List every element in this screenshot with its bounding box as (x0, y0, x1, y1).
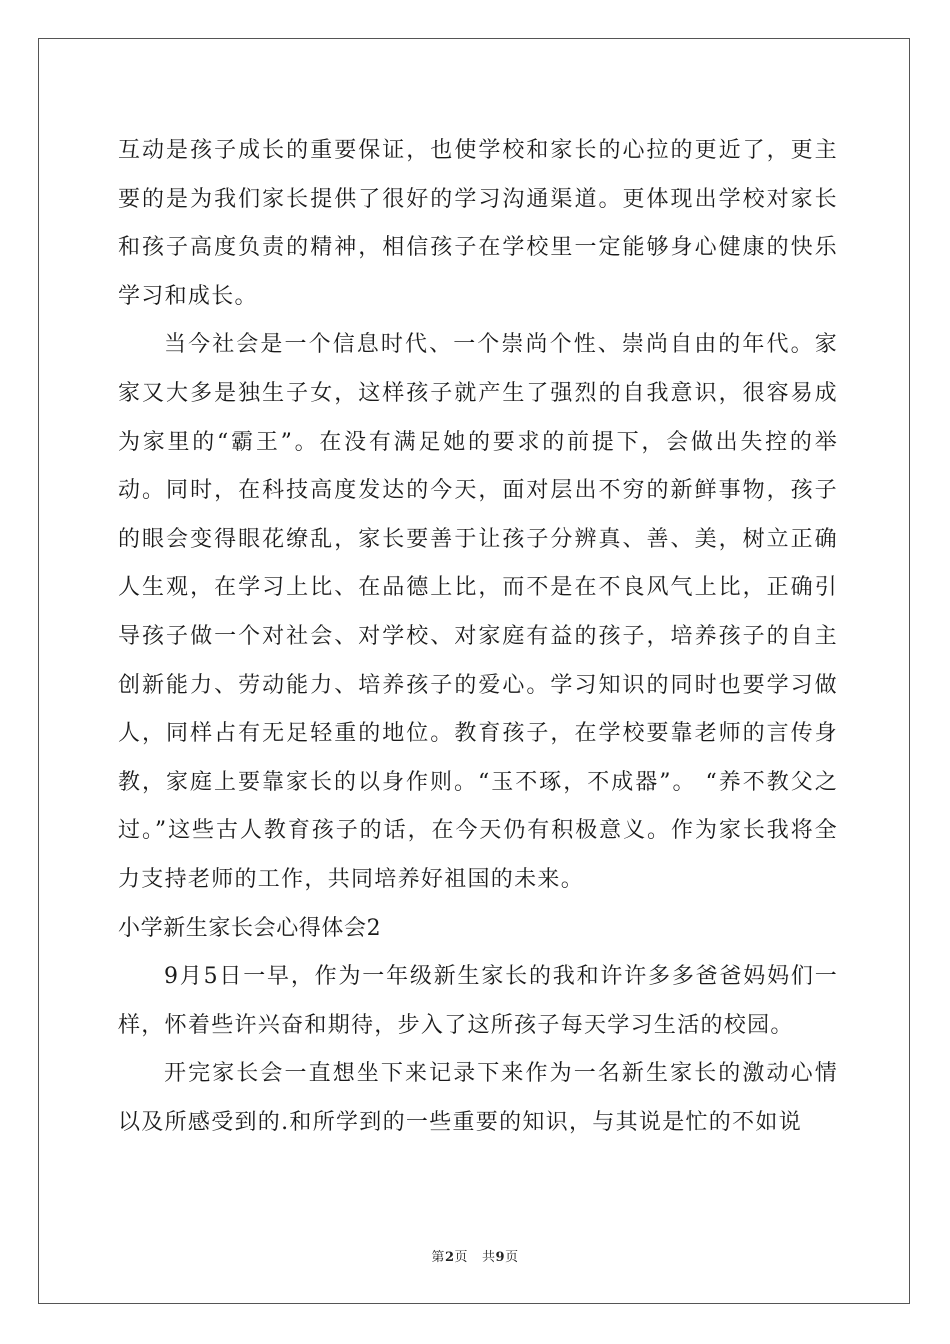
page-footer (0, 1246, 950, 1265)
paragraph-meeting: 开完家长会一直想坐下来记录下来作为一名新生家长的激动心情以及所感受到的.和所学到的一些重要的知识，与其说是忙的不如说 (118, 1061, 838, 1135)
total-pages: 9 (495, 1250, 506, 1265)
paragraph-first-day: 9月5日一早，作为一年级新生家长的我和许许多多爸爸妈妈们一样，怀着些许兴奋和期待，步入了这所孩子每天学习生活的校园。 (118, 964, 838, 1038)
total-prefix: 共 (482, 1250, 496, 1265)
paragraph-society: 当今社会是一个信息时代、一个崇尚个性、崇尚自由的年代。家家又大多是独生子女，这样孩子就产生了强烈的自我意识，很容易成为家里的“霸王”。在没有满足她的要求的前提下，会做出失控的举动。同时，在科技高度发达的今天，面对层出不穷的新鲜事物，孩子的眼会变得眼花缭乱，家长要善于让孩子分辨真、善、美，树立正确人生观，在学习上比、在品德上比，而不是在不良风气上比，正确引导孩子做一个对社会、对学校、对家庭有益的孩子，培养孩子的自主创新能力、劳动能力、培养孩子的爱心。学习知识的同时也要学习做人，同样占有无足轻重的地位。教育孩子，在学校要靠老师的言传身教，家庭上要靠家长的以身作则。“玉不琢，不成器”。 “养不教父之过。”这些古人教育孩子的话，在今天仍有积极意义。作为家长我将全力支持老师的工作，共同培养好祖国的未来。 (118, 332, 838, 892)
section-heading: 小学新生家长会心得体会2 (118, 915, 382, 941)
paragraph-continuation: 互动是孩子成长的重要保证，也使学校和家长的心拉的更近了，更主要的是为我们家长提供了很好的学习沟通渠道。更体现出学校对家长和孩子高度负责的精神，相信孩子在学校里一定能够身心健康的快乐学习和成长。 (118, 138, 838, 309)
document-body (118, 127, 838, 1147)
total-suffix: 页 (505, 1250, 519, 1265)
page-suffix: 页 (454, 1250, 468, 1265)
page-prefix: 第 (431, 1250, 445, 1265)
page-number: 2 (444, 1250, 455, 1265)
